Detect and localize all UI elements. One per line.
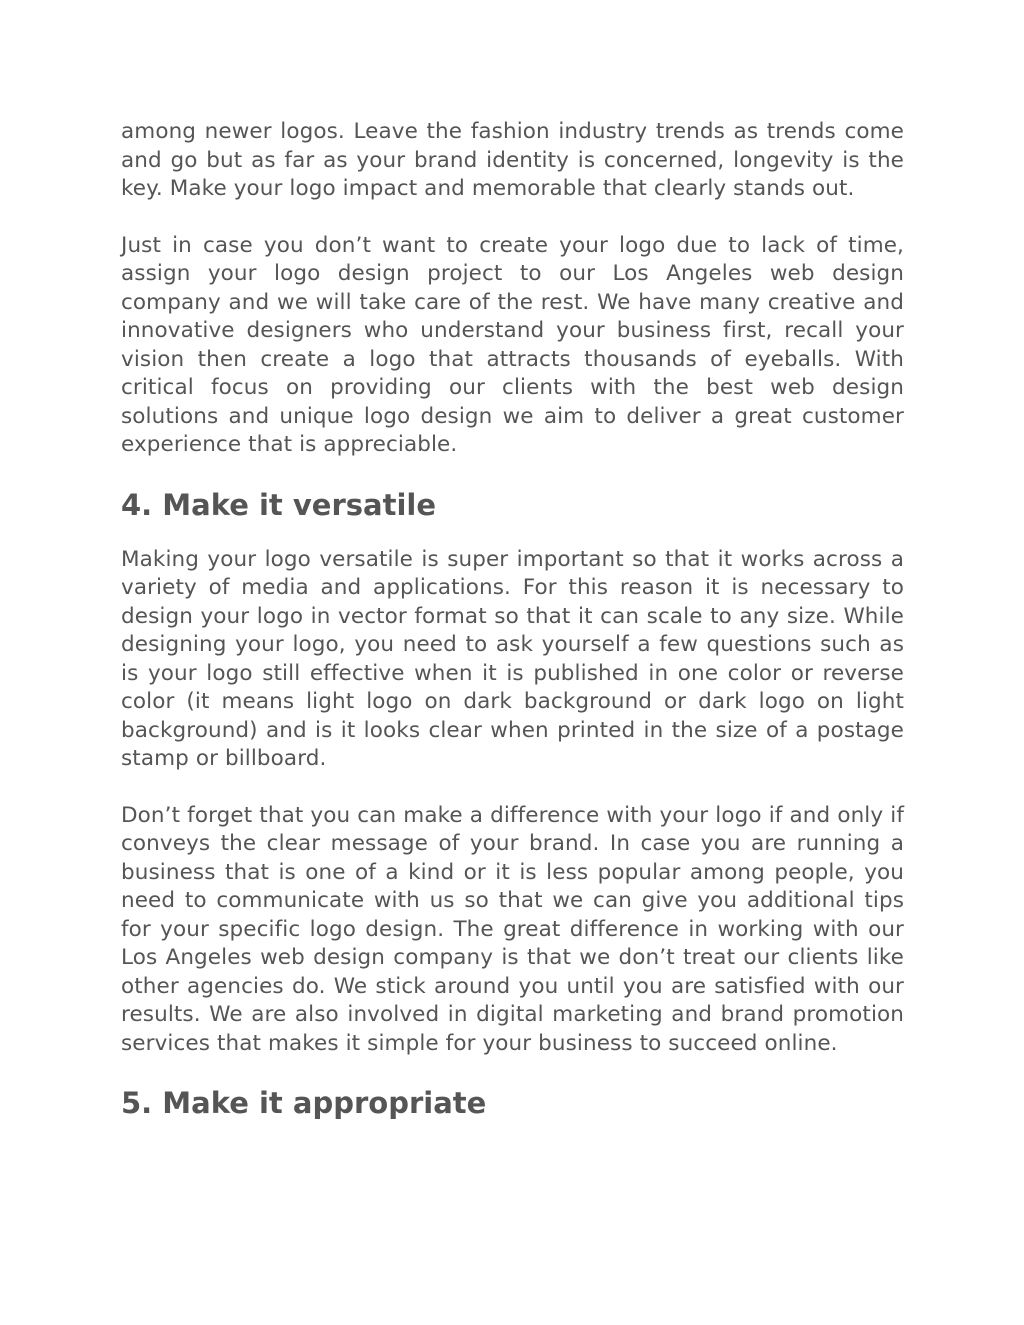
paragraph-brand-message: Don’t forget that you can make a difference with your logo if and only if conveys the clear message of your brand. In case you are running a business that is one of a kind or it is less popular among people, you need to communicate with us so that we can give you additional tips for your specific logo design. The great difference in working with our Los Angeles web design company is that we don’t treat our clients like other agencies do. We stick around you until you are satisfied with our results. We are also involved in digital marketing and brand promotion services that makes it simple for your business to succeed online. (121, 802, 904, 1056)
paragraph-longevity: among newer logos. Leave the fashion industry trends as trends come and go but as far as your brand identity is concerned, longevity is the key. Make your logo impact and memorable that clearly stands out. (121, 119, 904, 201)
paragraph-versatile: Making your logo versatile is super important so that it works across a variety of media and applications. For this reason it is necessary to design your logo in vector format so that it can scale to any size. While designing your logo, you need to ask yourself a few questions such as is your logo still effective when it is published in one color or reverse color (it means light logo on dark background or dark logo on light background) and is it looks clear when printed in the size of a postage stamp or billboard. (121, 546, 904, 771)
heading-make-it-versatile: 4. Make it versatile (121, 487, 437, 522)
paragraph-design-company: Just in case you don’t want to create your logo due to lack of time, assign your logo design project to our Los Angeles web design company and we will take care of the rest. We have many creative and innovative designers who understand your business first, recall your vision then create a logo that attracts thousands of eyeballs. With critical focus on providing our clients with the best web design solutions and unique logo design we aim to deliver a great customer experience that is appreciable. (121, 232, 904, 457)
heading-make-it-appropriate: 5. Make it appropriate (121, 1086, 487, 1120)
document-page (121, 118, 904, 1120)
